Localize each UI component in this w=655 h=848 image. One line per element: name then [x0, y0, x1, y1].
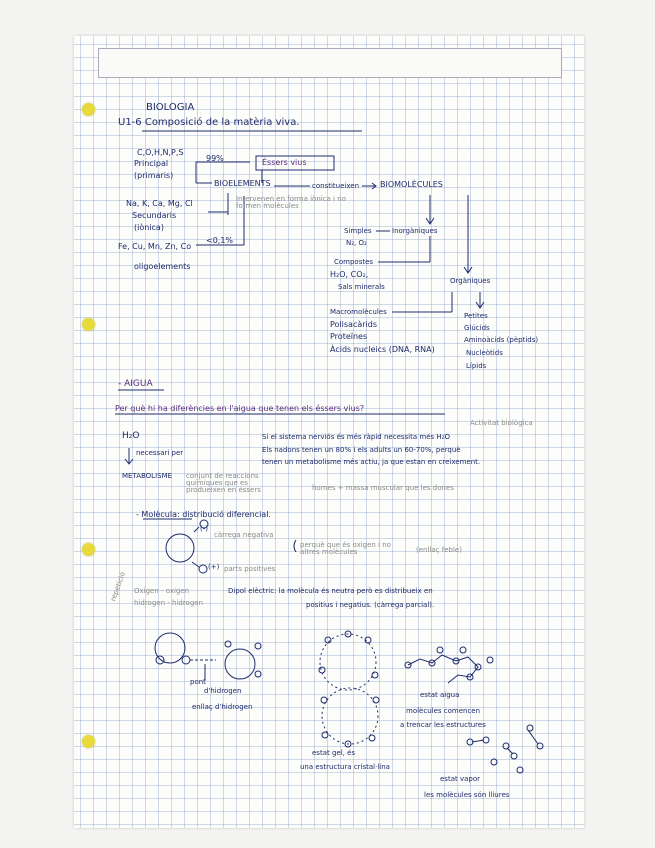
biomolecules-label: BIOMOLÈCULES: [380, 180, 443, 189]
necessari-label: necessari per: [136, 449, 184, 457]
macromolecules-label: Macromolècules: [330, 308, 387, 316]
nadons-line: Els nadons tenen un 80% i els adults un 60-70%, perquè: [262, 446, 461, 454]
aigua-heading: - AIGUA: [118, 379, 153, 389]
n2o2-label: N₂, O₂: [346, 239, 367, 247]
positius-line: positius i negatius. (càrrega parcial).: [306, 601, 435, 609]
petites-item-1: Aminoàcids (pèptids): [464, 336, 539, 344]
carrega-pos-label: parts positives: [224, 565, 276, 573]
fe-group-label: Fe, Cu, Mn, Zn, Co: [118, 242, 192, 251]
estat-gel-label: estat gel, és: [312, 749, 356, 757]
organiques-label: Orgàniques: [450, 277, 491, 285]
petites-item-3: Lípids: [466, 362, 487, 370]
dhidrogen-label: d'hidrogen: [204, 687, 242, 695]
homes-note: homes + massa muscular que les dones: [312, 484, 454, 492]
hid-hid-note: hidrogen - hidrogen: [134, 599, 204, 607]
simples-label: Simples: [344, 227, 372, 235]
principal-label: Principal: [134, 159, 169, 168]
petites-label: Petites: [464, 312, 488, 320]
trencar-label: a trencar les estructures: [400, 721, 486, 729]
bioelements-label: BIOELEMENTS: [214, 179, 271, 188]
pct01-label: <0,1%: [206, 236, 234, 245]
minus-label: (-): [200, 525, 208, 533]
macro-item-1: Proteïnes: [330, 332, 368, 341]
constitueixen-label: constitueixen: [312, 182, 360, 190]
lliures-label: les molècules són lliures: [424, 791, 510, 799]
sals-minerals-label: Sals minerals: [338, 283, 385, 291]
activitat-note: Activitat biològica: [470, 419, 533, 427]
cristallina-label: una estructura cristal·lina: [300, 763, 390, 771]
compostes-label: Compostes: [334, 258, 374, 266]
macro-item-0: Polisacàrids: [330, 320, 378, 329]
metabolisme-label: METABOLISME: [122, 472, 173, 480]
molecula-heading: - Molècula: distribució diferencial.: [136, 510, 271, 519]
essers-vius-label: Éssers vius: [262, 158, 307, 167]
ox-ox-note: Oxigen - oxigen: [134, 587, 190, 595]
macro-item-2: Àcids nucleics (DNA, RNA): [330, 345, 435, 354]
na-group-label: Na, K, Ca, Mg, Cl: [126, 199, 193, 208]
secundaris-label: Secundaris: [132, 211, 177, 220]
unit-title: U1-6 Composició de la matèria viva.: [118, 117, 300, 128]
oligoelements-label: oligoelements: [134, 262, 191, 271]
petites-item-2: Nucleòtids: [466, 349, 503, 357]
molecules-comencen-label: molècules comencen: [406, 707, 481, 715]
pct99-label: 99%: [206, 154, 224, 163]
question-heading: Per què hi ha diferències en l'aigua que tenen els éssers vius?: [115, 404, 365, 413]
enllas-feble-note: (enllaç feble): [416, 546, 462, 554]
repeticio-note: repetició: [109, 570, 128, 603]
page-title: BIOLOGIA: [146, 102, 195, 113]
estat-aigua-label: estat aigua: [420, 691, 460, 699]
estat-vapor-label: estat vapor: [440, 775, 480, 783]
carrega-neg-label: càrrega negativa: [214, 531, 274, 539]
ionica-label: (iònica): [134, 223, 164, 232]
forma-ionica-note: Intervenen en forma iònica i no formen molècules: [236, 195, 346, 210]
petites-item-0: Glúcids: [464, 324, 490, 332]
dipol-line: Dipol elèctric: la molècula és neutra però es distribueix en: [228, 587, 433, 595]
h2o-label: H₂O: [122, 431, 140, 441]
chon-elements: C,O,H,N,P,S: [137, 148, 184, 157]
enllac-label: enllaç d'hidrogen: [192, 703, 253, 711]
pont-label: pont: [190, 678, 206, 686]
primaris-label: (primaris): [134, 171, 174, 180]
plus-label: (+): [208, 563, 220, 571]
metabolisme-desc: conjunt de reaccions químiques que es produeixen en éssers: [186, 472, 261, 494]
porten-note: perquè que és oxigen i no altres molècules: [300, 541, 391, 556]
sistema-line: Si el sistema nerviós és més ràpid necessita més H₂O: [262, 433, 450, 441]
h2o-co2-label: H₂O, CO₂,: [330, 270, 369, 279]
inorganiques-label: Inorgàniques: [392, 227, 438, 235]
metab-actiu-line: tenen un metabolisme més actiu, ja que estan en creixement.: [262, 458, 481, 466]
